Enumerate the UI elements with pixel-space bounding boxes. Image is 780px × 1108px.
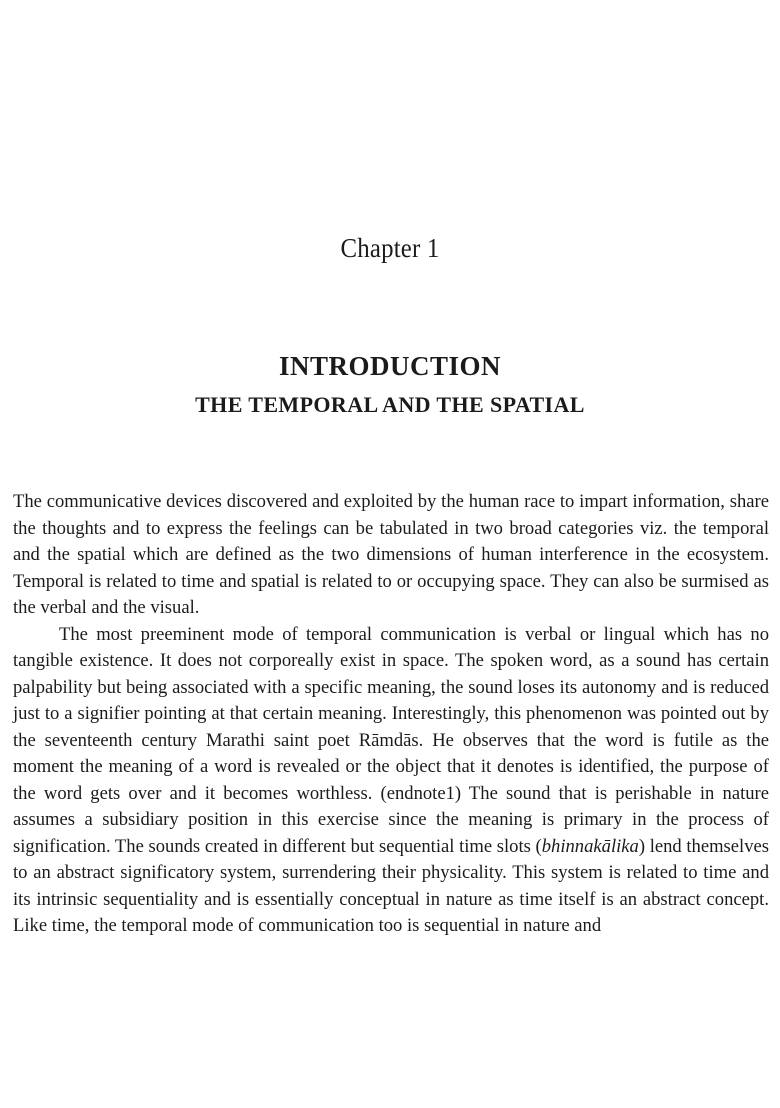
paragraph-2 [13,622,769,940]
body-text [13,489,769,940]
chapter-label: Chapter 1 [340,233,440,263]
paragraph-1: The communicative devices discovered and exploited by the human race to impart information, share the thoughts and to express the feelings can be tabulated in two broad categories viz. the temporal and the spatial which are defined as the two dimensions of human interference in the ecosystem. Temporal is related to time and spatial is related to or occupying space. They can also be surmised as the verbal and the visual. [13,491,769,618]
paragraph-2-text-b: ) lend themselves to an abstract significatory system, surrendering their physicality. This system is related to time and its intrinsic sequentiality and is essentially conceptual in nature as time itself is an abstract concept. Like time, the temporal mode of communication too is sequential in nature and [13,835,769,936]
chapter-title: INTRODUCTION [278,351,502,381]
paragraph-2-italic-term: bhinnakālika [541,835,639,857]
chapter-subtitle: THE TEMPORAL AND THE SPATIAL [195,392,585,417]
paragraph-2-text-a: The most preeminent mode of temporal communication is verbal or lingual which has no tangible existence. It does not corporeally exist in space. The spoken word, as a sound has certain palpability but being associated with a specific meaning, the sound loses its autonomy and is reduced just to a signifier pointing at that certain meaning. Interestingly, this phenomenon was pointed out by the seventeenth century Marathi saint poet Rāmdās. He observes that the word is futile as the moment the meaning of a word is revealed or the object that it denotes is identified, the purpose of the word gets over and it becomes worthless. (endnote1) The sound that is perishable in nature assumes a subsidiary position in this exercise since the meaning is primary in the process of signification. The sounds created in different but sequential time slots ( [13,623,769,857]
